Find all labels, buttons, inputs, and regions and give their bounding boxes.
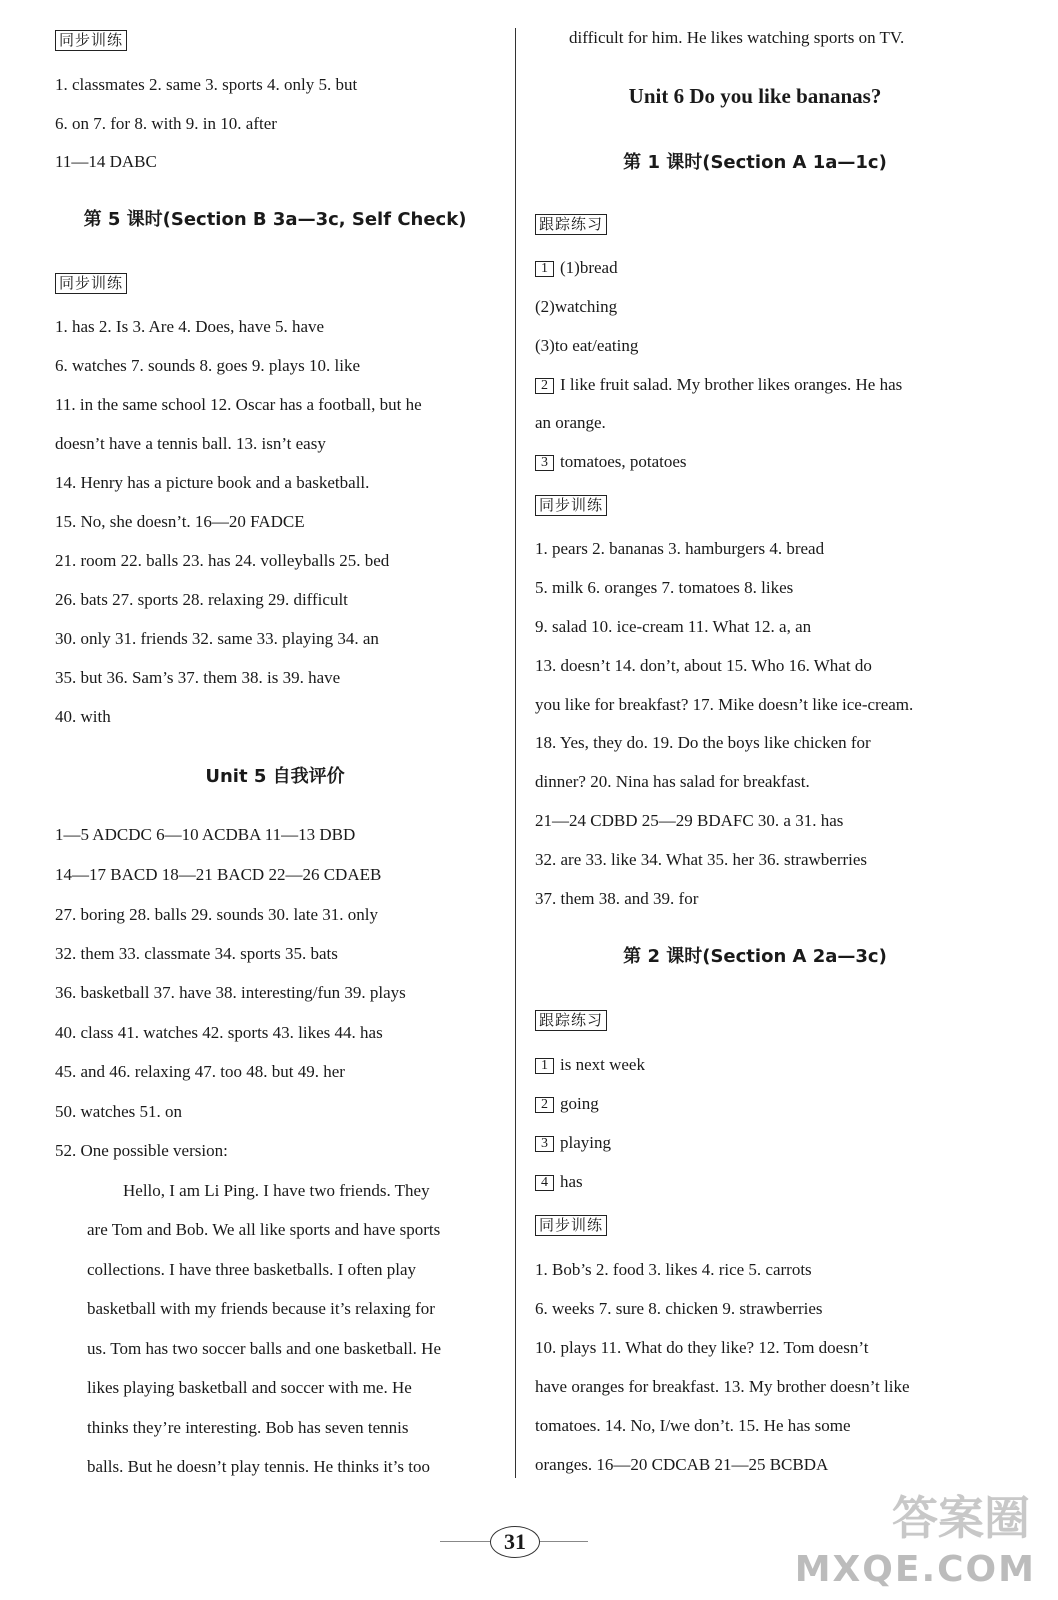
unit-review-heading: Unit 5 自我评价 [205, 766, 345, 787]
answer-line: 27. boring 28. balls 29. sounds 30. late 31. only [55, 905, 378, 924]
lesson-heading: 第 1 课时(Section A 1a—1c) [623, 152, 887, 173]
column-divider [515, 28, 516, 1478]
answer-line: 35. but 36. Sam’s 37. them 38. is 39. have [55, 668, 341, 687]
essay-line: thinks they’re interesting. Bob has seven tennis [87, 1418, 409, 1437]
answer-line: 40. with [55, 707, 111, 726]
question-number-box: 1 [535, 1058, 554, 1074]
answer-line: 11. in the same school 12. Oscar has a football, but he [55, 395, 422, 414]
answer-line: doesn’t have a tennis ball. 13. isn’t easy [55, 434, 326, 453]
answer-line: have oranges for breakfast. 13. My brother doesn’t like [535, 1377, 910, 1396]
answer-line: 11—14 DABC [55, 152, 157, 171]
section-tag: 跟踪练习 [535, 214, 607, 235]
question-number-box: 1 [535, 261, 554, 277]
essay-line: us. Tom has two soccer balls and one basketball. He [87, 1339, 441, 1358]
answer-line: 1 is next week [535, 1054, 645, 1076]
answer-line: an orange. [535, 413, 606, 432]
answer-line: 2 going [535, 1093, 599, 1115]
question-number-box: 3 [535, 455, 554, 471]
question-number-box: 2 [535, 378, 554, 394]
answer-line: 1. has 2. Is 3. Are 4. Does, have 5. have [55, 317, 325, 336]
answer-line: 1—5 ADCDC 6—10 ACDBA 11—13 DBD [55, 825, 356, 844]
page-number-ornament-right [538, 1541, 588, 1542]
answer-line: 45. and 46. relaxing 47. too 48. but 49. her [55, 1062, 345, 1081]
watermark: MXQE.COM [794, 1549, 1036, 1590]
answer-line: tomatoes. 14. No, I/we don’t. 15. He has some [535, 1416, 851, 1435]
section-tag: 同步训练 [55, 30, 127, 51]
answer-line: 6. watches 7. sounds 8. goes 9. plays 10. like [55, 356, 361, 375]
answer-line: 1. Bob’s 2. food 3. likes 4. rice 5. carrots [535, 1260, 812, 1279]
lesson-heading: 第 5 课时(Section B 3a—3c, Self Check) [83, 209, 467, 230]
answer-line: 1. pears 2. bananas 3. hamburgers 4. bread [535, 539, 825, 558]
answer-line: 30. only 31. friends 32. same 33. playing 34. an [55, 629, 379, 648]
answer-line: 3 playing [535, 1132, 611, 1154]
answer-line: oranges. 16—20 CDCAB 21—25 BCBDA [535, 1455, 829, 1474]
answer-line: 1 (1)bread [535, 257, 618, 279]
page-number: 31 [490, 1526, 540, 1558]
essay-line: Hello, I am Li Ping. I have two friends. They [123, 1181, 430, 1200]
essay-line: basketball with my friends because it’s relaxing for [87, 1299, 435, 1318]
question-number-box: 3 [535, 1136, 554, 1152]
answer-line: 40. class 41. watches 42. sports 43. likes 44. has [55, 1023, 383, 1042]
answer-line: 15. No, she doesn’t. 16—20 FADCE [55, 512, 305, 531]
answer-line: 13. doesn’t 14. don’t, about 15. Who 16. What do [535, 656, 872, 675]
answer-line: dinner? 20. Nina has salad for breakfast. [535, 772, 810, 791]
answer-line: 3 tomatoes, potatoes [535, 451, 687, 473]
answer-line: 32. are 33. like 34. What 35. her 36. strawberries [535, 850, 868, 869]
unit-title: Unit 6 Do you like bananas? [628, 84, 882, 108]
answer-line: 36. basketball 37. have 38. interesting/fun 39. plays [55, 983, 406, 1002]
section-tag: 同步训练 [535, 1215, 607, 1236]
answer-line: 10. plays 11. What do they like? 12. Tom doesn’t [535, 1338, 869, 1357]
answer-line: 6. weeks 7. sure 8. chicken 9. strawberries [535, 1299, 823, 1318]
answer-line: 5. milk 6. oranges 7. tomatoes 8. likes [535, 578, 794, 597]
answer-line: 1. classmates 2. same 3. sports 4. only 5. but [55, 75, 358, 94]
answer-line: 9. salad 10. ice-cream 11. What 12. a, an [535, 617, 812, 636]
section-tag: 跟踪练习 [535, 1010, 607, 1031]
answer-line: (3)to eat/eating [535, 336, 639, 355]
answer-line: 4 has [535, 1171, 583, 1193]
question-number-box: 2 [535, 1097, 554, 1113]
answer-line: 52. One possible version: [55, 1141, 228, 1160]
answer-line: you like for breakfast? 17. Mike doesn’t like ice-cream. [535, 695, 914, 714]
answer-line: 37. them 38. and 39. for [535, 889, 699, 908]
lesson-heading: 第 2 课时(Section A 2a—3c) [623, 946, 887, 967]
answer-line: 6. on 7. for 8. with 9. in 10. after [55, 114, 277, 133]
answer-line: (2)watching [535, 297, 618, 316]
essay-line: likes playing basketball and soccer with me. He [87, 1378, 412, 1397]
answer-line: 32. them 33. classmate 34. sports 35. bats [55, 944, 338, 963]
essay-line: difficult for him. He likes watching sports on TV. [569, 28, 905, 47]
answer-line: 21. room 22. balls 23. has 24. volleyballs 25. bed [55, 551, 390, 570]
answer-line: 26. bats 27. sports 28. relaxing 29. difficult [55, 590, 348, 609]
watermark-logo: 答案圈 [892, 1491, 1030, 1545]
essay-line: are Tom and Bob. We all like sports and have sports [87, 1220, 441, 1239]
essay-line: balls. But he doesn’t play tennis. He thinks it’s too [87, 1457, 430, 1476]
answer-line: 50. watches 51. on [55, 1102, 183, 1121]
section-tag: 同步训练 [535, 495, 607, 516]
page-number-ornament-left [440, 1541, 490, 1542]
answer-line: 2 I like fruit salad. My brother likes oranges. He has [535, 374, 902, 396]
answer-line: 14. Henry has a picture book and a basketball. [55, 473, 370, 492]
answer-line: 21—24 CDBD 25—29 BDAFC 30. a 31. has [535, 811, 844, 830]
essay-line: collections. I have three basketballs. I often play [87, 1260, 417, 1279]
section-tag: 同步训练 [55, 273, 127, 294]
question-number-box: 4 [535, 1175, 554, 1191]
answer-line: 14—17 BACD 18—21 BACD 22—26 CDAEB [55, 865, 382, 884]
answer-line: 18. Yes, they do. 19. Do the boys like chicken for [535, 733, 871, 752]
